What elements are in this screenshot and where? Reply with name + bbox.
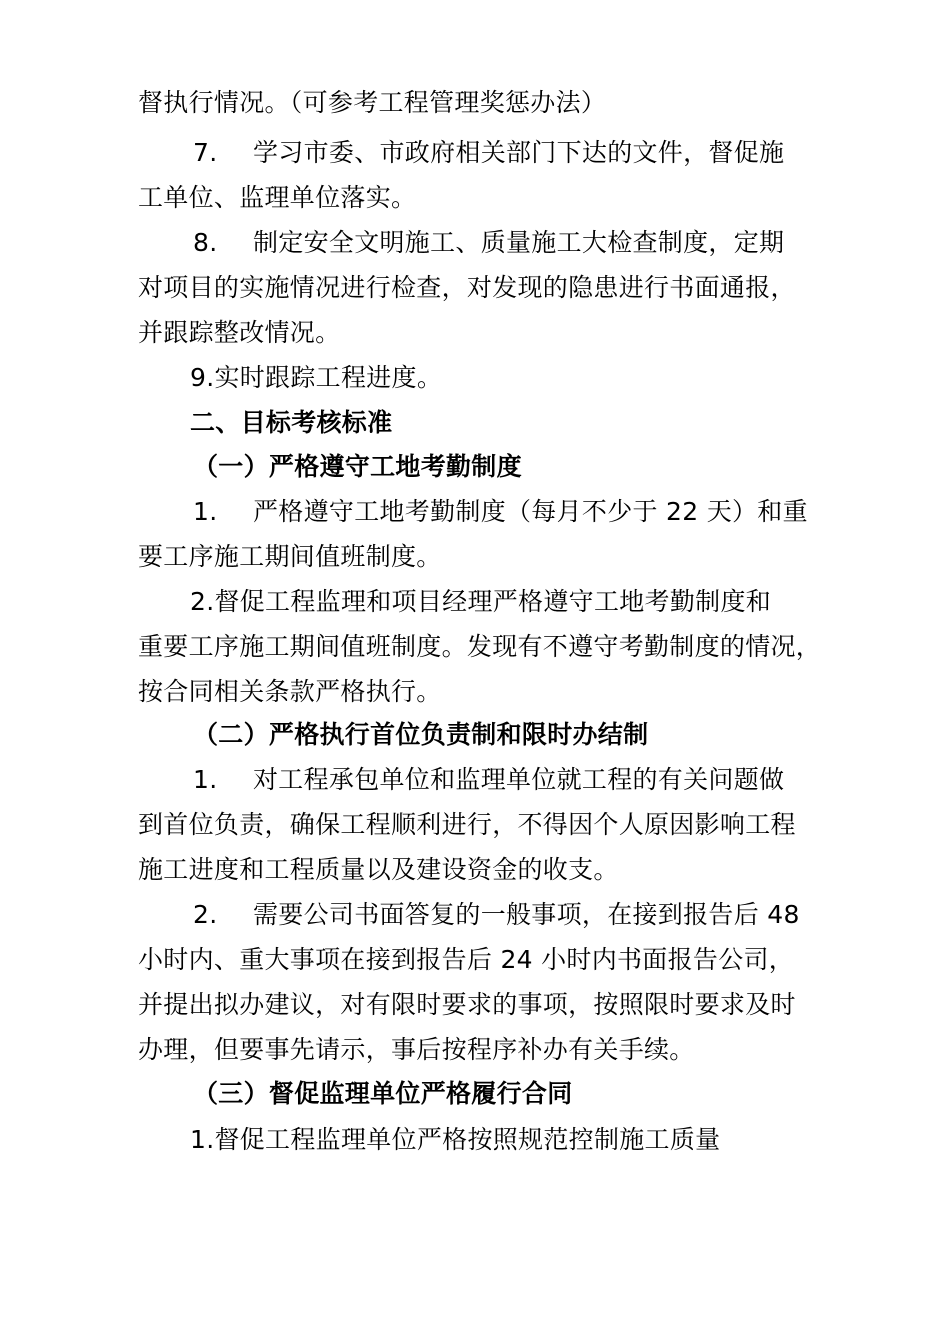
subsection-heading xyxy=(193,720,648,750)
numbered-item-8 xyxy=(193,228,784,258)
paragraph-line xyxy=(138,855,619,885)
paragraph-line xyxy=(138,990,796,1020)
line-text: 严格遵守工地考勤制度（每月不少于 22 天）和重 xyxy=(253,497,808,526)
paragraph-line xyxy=(138,88,606,118)
subsection-heading xyxy=(193,452,522,482)
paragraph-line xyxy=(138,810,796,840)
item-number: 1. xyxy=(193,497,218,526)
line-text: 对项目的实施情况进行检查，对发现的隐患进行书面通报， xyxy=(138,273,796,302)
item-number: 8. xyxy=(193,228,218,257)
line-text: 并提出拟办建议，对有限时要求的事项，按照限时要求及时 xyxy=(138,990,796,1019)
paragraph-line xyxy=(138,318,340,348)
numbered-item-1 xyxy=(193,497,808,527)
numbered-item-1 xyxy=(193,765,784,795)
heading-text: 二、目标考核标准 xyxy=(190,408,393,437)
line-text: 对工程承包单位和监理单位就工程的有关问题做 xyxy=(253,765,785,794)
line-text: 办理，但要事先请示，事后按程序补办有关手续。 xyxy=(138,1035,695,1064)
paragraph-line xyxy=(138,1035,695,1065)
line-text: 制定安全文明施工、质量施工大检查制度，定期 xyxy=(253,228,785,257)
paragraph-line xyxy=(138,945,794,975)
paragraph-line xyxy=(138,542,442,572)
section-heading xyxy=(190,408,392,438)
line-text: 9.实时跟踪工程进度。 xyxy=(190,363,443,392)
line-text: 工单位、监理单位落实。 xyxy=(138,183,417,212)
numbered-item-2 xyxy=(190,587,771,617)
paragraph-line xyxy=(138,632,821,662)
line-text: 2.督促工程监理和项目经理严格遵守工地考勤制度和 xyxy=(190,587,772,616)
heading-text: （二）严格执行首位负责制和限时办结制 xyxy=(193,720,649,749)
line-text: 并跟踪整改情况。 xyxy=(138,318,341,347)
item-number: 7. xyxy=(193,138,218,167)
line-text: 重要工序施工期间值班制度。发现有不遵守考勤制度的情况， xyxy=(138,632,822,661)
line-text: 督执行情况。（可参考工程管理奖惩办法） xyxy=(138,88,607,117)
line-text: 要工序施工期间值班制度。 xyxy=(138,542,442,571)
line-text: 小时内、重大事项在接到报告后 24 小时内书面报告公司， xyxy=(138,945,795,974)
item-number: 1. xyxy=(193,765,218,794)
numbered-item-1 xyxy=(190,1125,720,1155)
subsection-heading xyxy=(193,1079,573,1109)
paragraph-line xyxy=(138,183,416,213)
numbered-item-2 xyxy=(193,900,800,930)
numbered-item-7 xyxy=(193,138,784,168)
line-text: 按合同相关条款严格执行。 xyxy=(138,677,442,706)
heading-text: （三）督促监理单位严格履行合同 xyxy=(193,1079,573,1108)
item-number: 2. xyxy=(193,900,218,929)
line-text: 到首位负责，确保工程顺利进行，不得因个人原因影响工程 xyxy=(138,810,796,839)
numbered-item-9 xyxy=(190,363,442,393)
line-text: 学习市委、市政府相关部门下达的文件，督促施 xyxy=(253,138,785,167)
line-text: 需要公司书面答复的一般事项，在接到报告后 48 xyxy=(253,900,800,929)
heading-text: （一）严格遵守工地考勤制度 xyxy=(193,452,522,481)
line-text: 1.督促工程监理单位严格按照规范控制施工质量 xyxy=(190,1125,721,1154)
paragraph-line xyxy=(138,273,796,303)
line-text: 施工进度和工程质量以及建设资金的收支。 xyxy=(138,855,619,884)
paragraph-line xyxy=(138,677,442,707)
